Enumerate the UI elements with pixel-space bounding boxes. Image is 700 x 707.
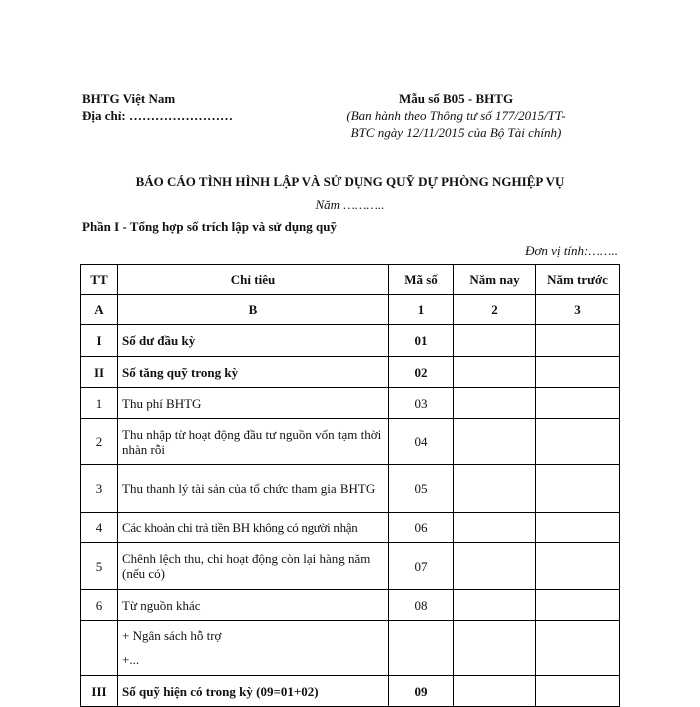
row-code: 04: [389, 419, 454, 465]
row-tt: 2: [81, 419, 118, 465]
row-previous: [536, 590, 620, 621]
row-tt: 5: [81, 543, 118, 590]
row-label: Số tăng quỹ trong kỳ: [118, 357, 389, 388]
section-heading: Phần I - Tổng hợp số trích lập và sử dụng quỹ: [82, 219, 337, 234]
row-current: [454, 676, 536, 707]
row-code: 01: [389, 325, 454, 357]
table-index-row: [81, 295, 620, 325]
row-label: Thu phí BHTG: [118, 388, 389, 419]
row-tt: 3: [81, 465, 118, 513]
unit-label: Đơn vị tính:……..: [525, 243, 618, 258]
row-previous: [536, 357, 620, 388]
table-header-row: [81, 265, 620, 295]
row-label: Thu thanh lý tài sản của tổ chức tham gia BHTG: [118, 465, 389, 513]
table-row: [81, 388, 620, 419]
row-label: Số quỹ hiện có trong kỳ (09=01+02): [118, 676, 389, 707]
row-current: [454, 543, 536, 590]
row-label: Chênh lệch thu, chi hoạt động còn lại hàng năm (nếu có): [118, 543, 389, 590]
form-note: (Ban hành theo Thông tư số 177/2015/TT-BTC ngày 12/11/2015 của Bộ Tài chính): [346, 108, 566, 140]
row-previous: [536, 513, 620, 543]
org-address: Địa chỉ: ……………………: [82, 108, 233, 123]
report-title: BÁO CÁO TÌNH HÌNH LẬP VÀ SỬ DỤNG QUỸ DỰ PHÒNG NGHIỆP VỤ: [135, 174, 565, 189]
index-3: 3: [536, 295, 620, 325]
header-current-year: Năm nay: [454, 265, 536, 295]
form-code: Mẫu số B05 - BHTG: [398, 91, 514, 106]
row-label: Số dư đầu kỳ: [118, 325, 389, 357]
table-row: [81, 419, 620, 465]
row-tt: II: [81, 357, 118, 388]
org-name: BHTG Việt Nam: [82, 91, 176, 106]
table-row: [81, 676, 620, 707]
row-previous: [536, 465, 620, 513]
table-row: [81, 590, 620, 621]
row-label: Thu nhập từ hoạt động đầu tư nguồn vốn tạm thời nhàn rỗi: [118, 419, 389, 465]
row-label: [118, 621, 389, 676]
row-current: [454, 357, 536, 388]
row-tt: [81, 621, 118, 676]
header-tt: TT: [81, 265, 118, 295]
row-tt: I: [81, 325, 118, 357]
row-current: [454, 621, 536, 676]
row-previous: [536, 419, 620, 465]
header-code: Mã số: [389, 265, 454, 295]
sub-item-other: +...: [122, 652, 140, 667]
table-row: [81, 513, 620, 543]
row-code: 08: [389, 590, 454, 621]
row-code: [389, 621, 454, 676]
row-tt: 6: [81, 590, 118, 621]
org-header: [82, 90, 233, 124]
table-row: [81, 621, 620, 676]
row-previous: [536, 543, 620, 590]
row-current: [454, 465, 536, 513]
form-header: [340, 90, 572, 141]
header-previous-year: Năm trước: [536, 265, 620, 295]
table-row: [81, 465, 620, 513]
index-2: 2: [454, 295, 536, 325]
row-code: 02: [389, 357, 454, 388]
report-table: [80, 264, 620, 707]
sub-item-budget: + Ngân sách hỗ trợ: [122, 628, 222, 643]
row-code: 07: [389, 543, 454, 590]
index-b: B: [118, 295, 389, 325]
row-current: [454, 513, 536, 543]
row-current: [454, 325, 536, 357]
table-row: [81, 543, 620, 590]
row-current: [454, 419, 536, 465]
table-row: [81, 325, 620, 357]
report-year: Năm ………..: [315, 197, 385, 212]
row-label: Các khoản chi trả tiền BH không có người nhận: [118, 513, 389, 543]
index-a: A: [81, 295, 118, 325]
row-code: 06: [389, 513, 454, 543]
row-previous: [536, 621, 620, 676]
table-row: [81, 357, 620, 388]
row-current: [454, 388, 536, 419]
row-current: [454, 590, 536, 621]
row-tt: 1: [81, 388, 118, 419]
row-code: 03: [389, 388, 454, 419]
row-tt: III: [81, 676, 118, 707]
header-label: Chỉ tiêu: [118, 265, 389, 295]
index-1: 1: [389, 295, 454, 325]
row-previous: [536, 388, 620, 419]
row-label: Từ nguồn khác: [118, 590, 389, 621]
row-previous: [536, 676, 620, 707]
row-tt: 4: [81, 513, 118, 543]
row-code: 05: [389, 465, 454, 513]
row-previous: [536, 325, 620, 357]
row-code: 09: [389, 676, 454, 707]
